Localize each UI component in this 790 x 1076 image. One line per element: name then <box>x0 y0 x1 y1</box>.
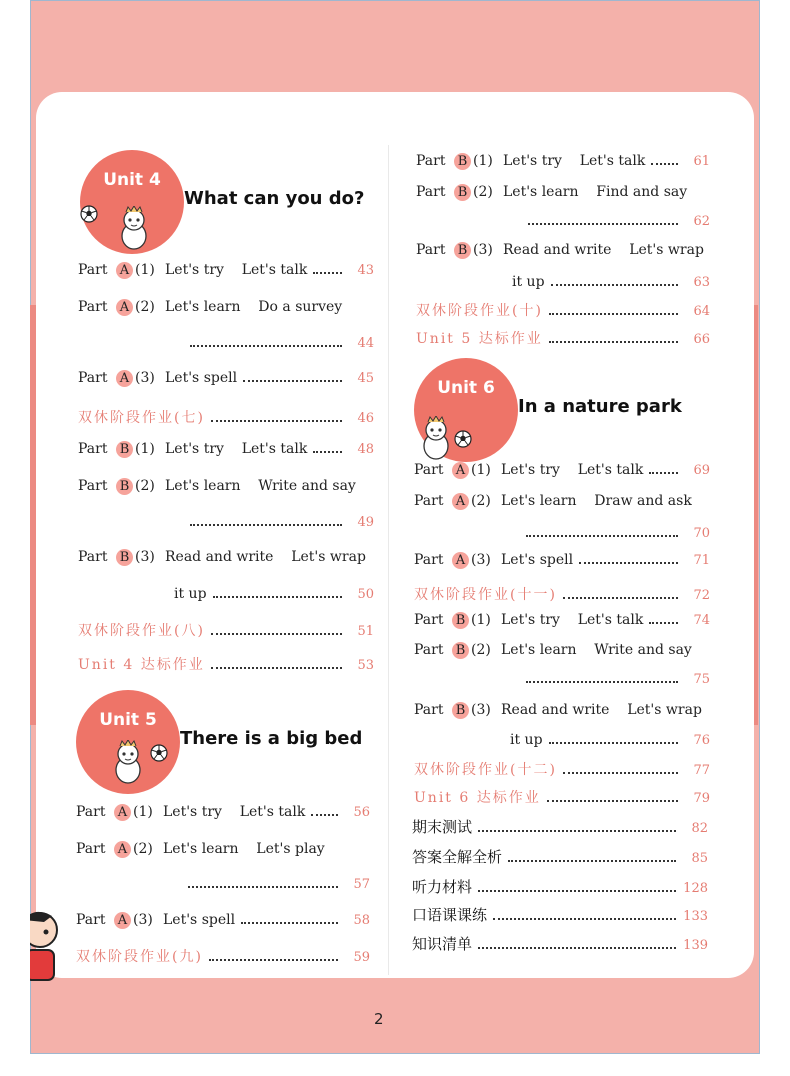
toc-entry[interactable] <box>76 804 370 821</box>
activity-names-continued: it up <box>512 274 545 290</box>
dot-leader <box>478 946 676 949</box>
dot-leader <box>313 271 342 274</box>
part-label: Part <box>78 478 108 494</box>
entry-title: 答案全解全析 <box>412 848 503 866</box>
entry-title: Unit 4 达标作业 <box>78 657 205 673</box>
dot-leader <box>551 283 678 286</box>
part-letter: A <box>452 462 469 479</box>
dot-leader <box>493 917 676 920</box>
page-ref: 128 <box>683 881 708 896</box>
part-label: Part <box>416 242 446 258</box>
dot-leader <box>547 799 678 802</box>
part-number: (2) <box>471 493 491 509</box>
part-letter: A <box>452 493 469 510</box>
toc-entry[interactable] <box>78 620 374 640</box>
dot-leader <box>549 312 678 315</box>
page-ref: 139 <box>683 938 708 953</box>
cartoon-kid-icon <box>30 908 60 982</box>
dot-leader <box>313 450 342 453</box>
part-number: (1) <box>135 262 155 278</box>
part-number: (3) <box>133 912 153 928</box>
part-letter: A <box>114 804 131 821</box>
part-letter: A <box>114 912 131 929</box>
part-number: (1) <box>473 153 493 169</box>
page-ref: 59 <box>353 950 370 965</box>
soccer-ball-icon <box>454 430 472 448</box>
part-letter: B <box>454 153 471 170</box>
part-label: Part <box>76 841 106 857</box>
toc-entry[interactable] <box>414 612 710 629</box>
dot-leader <box>478 889 676 892</box>
page-ref: 66 <box>693 332 710 347</box>
dot-leader <box>528 222 678 225</box>
activity-names: Let's try Let's talk <box>165 441 308 457</box>
part-label: Part <box>78 262 108 278</box>
dot-leader <box>649 621 678 624</box>
part-letter: A <box>116 370 133 387</box>
page-ref: 72 <box>693 588 710 603</box>
unit-badge-label: Unit 5 <box>99 710 157 730</box>
page-number: 2 <box>374 1010 384 1028</box>
dot-leader <box>211 419 342 422</box>
unit-title: There is a big bed <box>180 728 363 749</box>
part-label: Part <box>78 441 108 457</box>
unit-title: What can you do? <box>184 188 365 209</box>
toc-entry-continuation[interactable] <box>184 336 374 351</box>
page-ref: 133 <box>683 909 708 924</box>
part-number: (1) <box>471 612 491 628</box>
activity-names: Let's spell <box>165 370 238 386</box>
toc-entry-continuation[interactable] <box>174 586 374 602</box>
soccer-ball-icon <box>80 205 98 223</box>
activity-names: Let's learn Do a survey <box>165 299 343 315</box>
part-letter: B <box>452 642 469 659</box>
part-number: (3) <box>473 242 493 258</box>
dot-leader <box>526 680 678 683</box>
activity-names: Let's learn Write and say <box>501 642 692 658</box>
part-label: Part <box>78 299 108 315</box>
activity-names: Let's learn Find and say <box>503 184 688 200</box>
activity-names: Read and write Let's wrap <box>501 702 702 718</box>
page-ref: 64 <box>693 304 710 319</box>
part-label: Part <box>416 184 446 200</box>
activity-names-continued: it up <box>174 586 207 602</box>
part-number: (2) <box>135 478 155 494</box>
part-letter: A <box>116 299 133 316</box>
page-ref: 46 <box>357 411 374 426</box>
page-ref: 58 <box>353 913 370 928</box>
entry-title: 期末测试 <box>412 818 473 836</box>
column-divider <box>388 145 389 975</box>
activity-names: Let's try Let's talk <box>501 612 644 628</box>
part-letter: A <box>452 552 469 569</box>
dot-leader <box>563 771 678 774</box>
part-number: (3) <box>471 702 491 718</box>
dot-leader <box>549 741 678 744</box>
dot-leader <box>508 859 676 862</box>
page-ref: 79 <box>693 791 710 806</box>
page-ref: 74 <box>693 613 710 628</box>
part-number: (2) <box>135 299 155 315</box>
page-ref: 57 <box>353 877 370 892</box>
dot-leader <box>190 523 342 526</box>
toc-entry[interactable] <box>76 841 370 858</box>
page-ref: 70 <box>693 526 710 541</box>
toc-entry[interactable] <box>412 904 708 925</box>
toc-entry[interactable] <box>78 441 374 458</box>
entry-title: 双休阶段作业(十一) <box>414 587 557 603</box>
page-ref: 48 <box>357 442 374 457</box>
toc-entry[interactable] <box>412 876 708 897</box>
page-ref: 62 <box>693 214 710 229</box>
dot-leader <box>579 561 678 564</box>
entry-title: 双休阶段作业(十) <box>416 303 543 319</box>
toc-entry[interactable] <box>78 549 374 566</box>
page-ref: 85 <box>691 851 708 866</box>
part-letter: B <box>452 702 469 719</box>
entry-title: 双休阶段作业(九) <box>76 949 203 965</box>
toc-entry[interactable] <box>414 493 710 510</box>
toc-entry[interactable] <box>78 299 374 316</box>
toc-entry[interactable] <box>78 262 374 279</box>
toc-entry[interactable] <box>414 759 710 779</box>
dot-leader <box>209 958 338 961</box>
page-ref: 53 <box>357 658 374 673</box>
toc-entry[interactable] <box>414 552 710 569</box>
entry-title: Unit 6 达标作业 <box>414 790 541 806</box>
toc-entry-continuation[interactable] <box>512 274 710 290</box>
part-letter: B <box>116 441 133 458</box>
toc-entry[interactable] <box>416 184 710 201</box>
activity-names-continued: it up <box>510 732 543 748</box>
part-number: (3) <box>135 370 155 386</box>
part-letter: B <box>116 478 133 495</box>
page-ref: 75 <box>693 672 710 687</box>
part-number: (3) <box>135 549 155 565</box>
toc-entry[interactable] <box>78 370 374 387</box>
entry-title: Unit 5 达标作业 <box>416 331 543 347</box>
page-ref: 71 <box>693 553 710 568</box>
toc-entry[interactable] <box>412 933 708 954</box>
activity-names: Let's spell <box>163 912 236 928</box>
soccer-ball-icon <box>150 744 168 762</box>
toc-entry[interactable] <box>76 912 370 929</box>
dot-leader <box>243 379 342 382</box>
part-letter: B <box>454 184 471 201</box>
toc-entry[interactable] <box>414 702 710 719</box>
toc-entry[interactable] <box>414 584 710 604</box>
part-number: (1) <box>135 441 155 457</box>
dot-leader <box>241 921 338 924</box>
activity-names: Read and write Let's wrap <box>503 242 704 258</box>
toc-entry[interactable] <box>416 328 710 348</box>
dot-leader <box>649 471 678 474</box>
entry-title: 口语课课练 <box>412 906 488 924</box>
dot-leader <box>190 344 342 347</box>
part-letter: A <box>114 841 131 858</box>
part-label: Part <box>78 370 108 386</box>
toc-entry-continuation[interactable] <box>520 526 710 541</box>
dot-leader <box>526 534 678 537</box>
part-number: (3) <box>471 552 491 568</box>
entry-title: 双休阶段作业(七) <box>78 410 205 426</box>
part-label: Part <box>414 462 444 478</box>
toc-entry[interactable] <box>78 478 374 495</box>
unit-title: In a nature park <box>518 396 682 417</box>
dot-leader <box>563 596 678 599</box>
part-number: (2) <box>473 184 493 200</box>
activity-names: Let's try Let's talk <box>163 804 306 820</box>
part-label: Part <box>416 153 446 169</box>
activity-names: Let's spell <box>501 552 574 568</box>
page-ref: 44 <box>357 336 374 351</box>
dinosaur-mascot-icon <box>110 740 146 784</box>
toc-entry[interactable] <box>414 787 710 807</box>
dot-leader <box>213 595 342 598</box>
part-label: Part <box>78 549 108 565</box>
unit-badge-label: Unit 6 <box>437 378 495 398</box>
toc-entry[interactable] <box>412 816 708 837</box>
page-ref: 49 <box>357 515 374 530</box>
toc-entry[interactable] <box>416 242 710 259</box>
toc-entry-continuation[interactable] <box>522 214 710 229</box>
toc-entry-continuation[interactable] <box>520 672 710 687</box>
page-ref: 63 <box>693 275 710 290</box>
toc-entry-continuation[interactable] <box>184 515 374 530</box>
dot-leader <box>549 340 678 343</box>
dot-leader <box>211 666 342 669</box>
activity-names: Let's try Let's talk <box>503 153 646 169</box>
part-letter: B <box>116 549 133 566</box>
activity-names: Read and write Let's wrap <box>165 549 366 565</box>
dinosaur-mascot-icon <box>116 206 152 250</box>
page-ref: 61 <box>693 154 710 169</box>
part-number: (1) <box>133 804 153 820</box>
entry-title: 双休阶段作业(八) <box>78 623 205 639</box>
toc-entry[interactable] <box>78 407 374 427</box>
entry-title: 双休阶段作业(十二) <box>414 762 557 778</box>
dinosaur-mascot-icon <box>418 416 454 460</box>
dot-leader <box>651 162 678 165</box>
page-ref: 76 <box>693 733 710 748</box>
dot-leader <box>211 632 342 635</box>
part-label: Part <box>414 612 444 628</box>
toc-entry[interactable] <box>78 654 374 674</box>
page-ref: 56 <box>353 805 370 820</box>
page-ref: 69 <box>693 463 710 478</box>
toc-entry[interactable] <box>416 153 710 170</box>
toc-entry[interactable] <box>76 946 370 966</box>
toc-entry-continuation[interactable] <box>182 877 370 892</box>
activity-names: Let's try Let's talk <box>501 462 644 478</box>
page-ref: 43 <box>357 263 374 278</box>
part-label: Part <box>414 552 444 568</box>
page-ref: 77 <box>693 763 710 778</box>
dot-leader <box>478 829 676 832</box>
activity-names: Let's learn Write and say <box>165 478 356 494</box>
part-label: Part <box>76 804 106 820</box>
page-ref: 51 <box>357 624 374 639</box>
activity-names: Let's try Let's talk <box>165 262 308 278</box>
activity-names: Let's learn Let's play <box>163 841 325 857</box>
dot-leader <box>188 885 338 888</box>
entry-title: 知识清单 <box>412 935 473 953</box>
unit-badge-label: Unit 4 <box>103 170 161 190</box>
part-letter: B <box>452 612 469 629</box>
part-number: (1) <box>471 462 491 478</box>
toc-entry[interactable] <box>414 642 710 659</box>
part-label: Part <box>76 912 106 928</box>
page-ref: 82 <box>691 821 708 836</box>
part-label: Part <box>414 493 444 509</box>
page-ref: 50 <box>357 587 374 602</box>
part-letter: B <box>454 242 471 259</box>
part-number: (2) <box>133 841 153 857</box>
part-label: Part <box>414 702 444 718</box>
dot-leader <box>311 813 338 816</box>
page-ref: 45 <box>357 371 374 386</box>
toc-entry[interactable] <box>412 846 708 867</box>
toc-entry-continuation[interactable] <box>510 732 710 748</box>
part-letter: A <box>116 262 133 279</box>
entry-title: 听力材料 <box>412 878 473 896</box>
toc-entry[interactable] <box>416 300 710 320</box>
part-label: Part <box>414 642 444 658</box>
part-number: (2) <box>471 642 491 658</box>
toc-entry[interactable] <box>414 462 710 479</box>
activity-names: Let's learn Draw and ask <box>501 493 692 509</box>
